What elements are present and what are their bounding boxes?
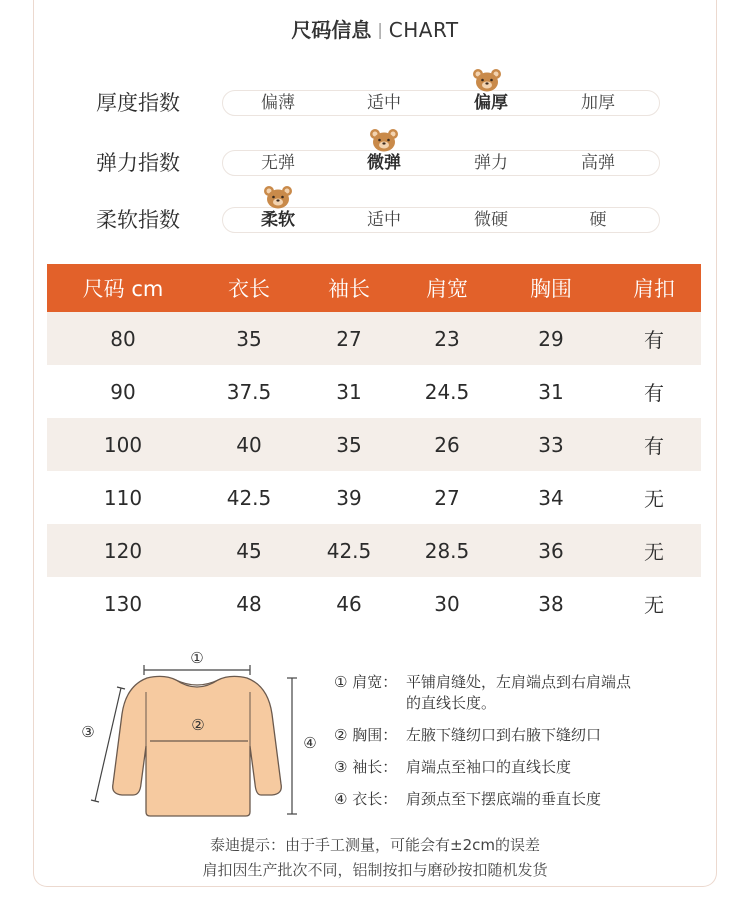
table-cell: 有: [644, 381, 664, 405]
table-cell: 39: [336, 485, 362, 510]
garment-svg: [72, 644, 332, 824]
table-row: [47, 365, 701, 418]
table-row: [47, 524, 701, 577]
table-cell: 46: [336, 591, 362, 616]
marker-sleeve: ③: [81, 723, 95, 741]
table-cell: 110: [103, 485, 143, 510]
note-shoulder-line2: 的直线长度。: [406, 694, 497, 712]
note-length-line: 肩颈点至下摆底端的垂直长度: [406, 790, 602, 808]
table-cell: 48: [236, 591, 262, 616]
index-option: 适中: [367, 210, 401, 230]
note-sleeve: [334, 757, 694, 778]
index-label: 厚度指数: [96, 91, 180, 115]
footer-tip-2: 肩扣因生产批次不同，铝制按扣与磨砂按扣随机发货: [202, 861, 548, 879]
table-cell: 26: [399, 418, 495, 471]
table-cell: 28.5: [399, 524, 495, 577]
marker-length: ④: [303, 734, 317, 752]
table-cell: 34: [538, 485, 564, 510]
title-cn: 尺码信息: [291, 18, 372, 42]
header-shoulder: 肩宽: [399, 264, 495, 312]
table-cell: 40: [199, 418, 299, 471]
index-option: 偏薄: [261, 93, 295, 113]
index-option: 无弹: [261, 153, 295, 173]
header-size: 尺码 cm: [47, 264, 199, 312]
marker-shoulder: ①: [190, 649, 204, 667]
bear-marker-icon: [369, 128, 399, 152]
table-cell: 无: [607, 524, 701, 577]
note-sleeve-line: 肩端点至袖口的直线长度: [406, 758, 572, 776]
table-cell: 100: [47, 418, 199, 471]
note-chest-line: 左腋下缝纫口到右腋下缝纫口: [406, 726, 602, 744]
index-option: 高弹: [581, 153, 615, 173]
note-length-head: ④ 衣长：: [334, 790, 398, 808]
index-label: 弹力指数: [96, 151, 180, 175]
shirt-shape: [113, 676, 282, 816]
note-chest-head: ② 胸围：: [334, 726, 398, 744]
index-option: 硬: [589, 210, 607, 230]
table-header-row: [47, 264, 701, 312]
index-row: [0, 148, 750, 178]
note-sleeve-head: ③ 袖长：: [334, 758, 398, 776]
marker-chest: ②: [191, 716, 205, 734]
size-table: [47, 264, 701, 630]
footer-tip-1: 泰迪提示：由于手工测量，可能会有±2cm的误差: [210, 836, 540, 854]
table-cell: 27: [434, 485, 460, 510]
table-cell: 130: [103, 591, 143, 616]
table-row: [47, 312, 701, 365]
index-label: 柔软指数: [96, 208, 180, 232]
table-cell: 29: [495, 312, 607, 365]
table-cell: 80: [47, 312, 199, 365]
table-row: [47, 471, 701, 524]
title-separator: |: [377, 20, 383, 39]
index-row: [0, 205, 750, 235]
garment-diagram: [72, 644, 332, 824]
table-row: [47, 418, 701, 471]
note-shoulder-head: ① 肩宽：: [334, 673, 398, 691]
table-cell: 35: [199, 312, 299, 365]
index-option: 加厚: [581, 93, 615, 113]
table-cell: 27: [299, 312, 399, 365]
table-cell: 23: [399, 312, 495, 365]
table-cell: 30: [434, 591, 460, 616]
table-row: [47, 577, 701, 630]
index-option: 适中: [367, 93, 401, 113]
header-sleeve: 袖长: [299, 264, 399, 312]
table-cell: 45: [199, 524, 299, 577]
title-en: CHART: [388, 18, 459, 42]
header-button: 肩扣: [607, 264, 701, 312]
index-option: 弹力: [474, 153, 508, 173]
table-cell: 33: [495, 418, 607, 471]
table-cell: 90: [110, 379, 136, 404]
table-cell: 31: [336, 379, 362, 404]
index-option: 偏厚: [474, 93, 508, 113]
note-shoulder-line1: 平铺肩缝处，左肩端点到右肩端点: [406, 673, 632, 691]
note-length: [334, 789, 694, 810]
bear-marker-icon: [472, 68, 502, 92]
measurement-notes: [334, 672, 694, 821]
table-cell: 37.5: [226, 379, 272, 404]
table-cell: 35: [299, 418, 399, 471]
index-option: 柔软: [261, 210, 295, 230]
note-shoulder: [334, 672, 694, 714]
table-cell: 24.5: [424, 379, 470, 404]
header-length: 衣长: [199, 264, 299, 312]
table-cell: 36: [495, 524, 607, 577]
table-cell: 无: [644, 487, 664, 511]
bear-marker-icon: [263, 185, 293, 209]
table-cell: 38: [538, 591, 564, 616]
index-option: 微硬: [474, 210, 508, 230]
table-cell: 有: [607, 418, 701, 471]
index-row: [0, 88, 750, 118]
table-cell: 有: [607, 312, 701, 365]
table-cell: 120: [47, 524, 199, 577]
note-chest: [334, 725, 694, 746]
header-chest: 胸围: [495, 264, 607, 312]
index-option: 微弹: [367, 153, 401, 173]
table-cell: 31: [538, 379, 564, 404]
table-cell: 42.5: [299, 524, 399, 577]
table-cell: 42.5: [226, 485, 272, 510]
table-cell: 无: [644, 593, 664, 617]
page-title: [0, 14, 750, 43]
